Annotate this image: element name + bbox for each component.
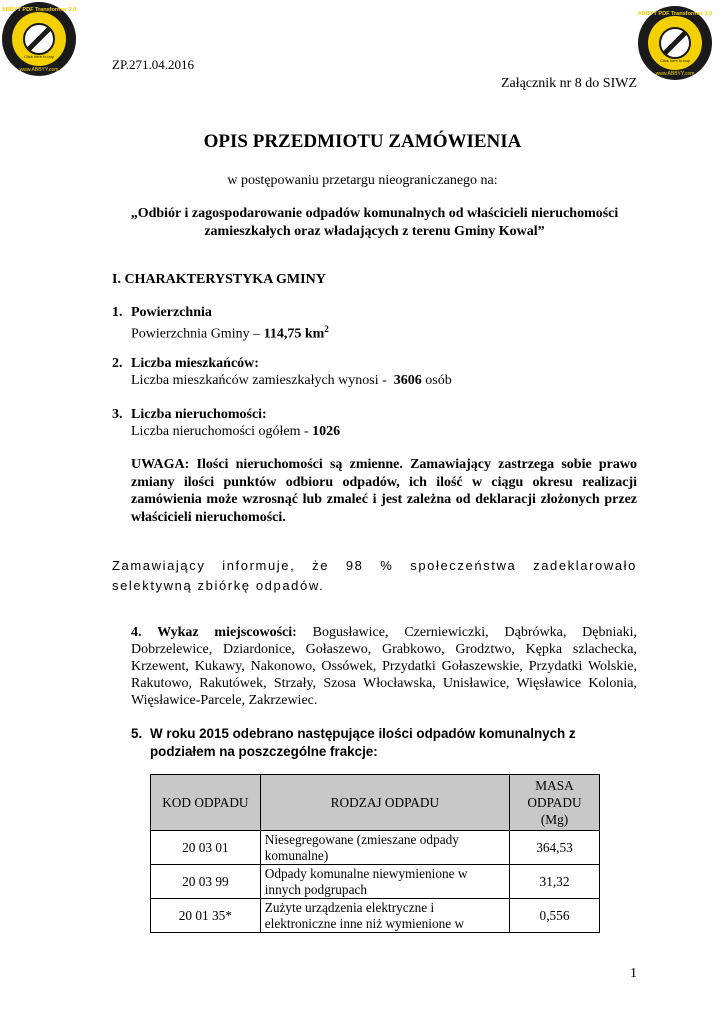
item-line xyxy=(131,321,329,343)
waste-2015-heading xyxy=(131,725,637,761)
table-row xyxy=(151,831,600,865)
document-subtitle: w postępowaniu przetargu nieograniczanego na: xyxy=(227,173,498,188)
badge-center-text: Click here to buy xyxy=(24,54,54,59)
item-heading: Liczba mieszkańców: xyxy=(131,356,259,371)
waste-mass: 0,556 xyxy=(510,899,600,933)
item-text: Powierzchnia Gminy – xyxy=(131,326,261,342)
badge-ring-text: ABBYY PDF Transformer 3.0 xyxy=(1,7,77,13)
tender-name-line1: „Odbiór i zagospodarowanie odpadów komunalnych od właścicieli nieruchomości xyxy=(130,206,619,221)
abbyy-badge-right[interactable] xyxy=(636,4,714,82)
localities-text: Bogusławice, Czerniewiczki, Dąbrówka, Dębniaki, Dobrzelewice, Dziardonice, Gołaszewo, Grabkowo, Grodztwo, Kępka szlachecka, Krzewent, Kukawy, Nakonowo, Ossówek, Przydatki Gołaszewskie, Przydatki Wolskie, Rakutowo, Rakutówek, Strzały, Szosa Włocławska, Unisławice, Więsławice Kolonia, Więsławice-Parcele, Zakrzewiec. xyxy=(131,625,637,708)
item-line xyxy=(131,423,340,440)
annex-label: Załącznik nr 8 do SIWZ xyxy=(500,76,637,91)
table-row xyxy=(151,899,600,933)
item-number: 5. xyxy=(131,726,143,741)
badge-center-text: Click here to buy xyxy=(660,58,690,63)
item-number: 1. xyxy=(112,305,123,320)
column-header: KOD ODPADU xyxy=(151,775,261,831)
section-heading: I. CHARAKTERYSTYKA GMINY xyxy=(112,272,326,287)
item-heading: Liczba nieruchomości: xyxy=(131,407,267,422)
badge-ring-text: ABBYY PDF Transformer 3.0 xyxy=(637,11,713,17)
item-number: 3. xyxy=(112,407,123,422)
item-value: 1026 xyxy=(312,424,341,439)
item-line xyxy=(131,372,452,389)
reference-number: ZP.271.04.2016 xyxy=(112,57,194,72)
localities-list xyxy=(131,624,637,709)
item-suffix: osób xyxy=(425,373,452,388)
waste-code: 20 03 01 xyxy=(151,831,261,865)
tender-name-line2: zamieszkałych oraz władających z terenu Gminy Kowal” xyxy=(204,224,545,239)
item-heading: Powierzchnia xyxy=(131,305,212,320)
item-unit-exponent: 2 xyxy=(324,324,329,334)
document-title: OPIS PRZEDMIOTU ZAMÓWIENIA xyxy=(203,131,522,152)
waste-type: Zużyte urządzenia elektryczne i elektroniczne inne niż wymienione w xyxy=(260,899,509,933)
item-text: Liczba nieruchomości ogółem - xyxy=(131,424,309,439)
tender-name xyxy=(112,205,637,241)
waste-type: Odpady komunalne niewymienione w innych podgrupach xyxy=(260,865,509,899)
item-text: Liczba mieszkańców zamieszkałych wynosi - xyxy=(131,373,387,388)
abbyy-badge-left[interactable] xyxy=(0,0,78,78)
column-header: MASA ODPADU (Mg) xyxy=(510,775,600,831)
item-value: 114,75 km xyxy=(263,326,325,342)
waste-table xyxy=(150,774,600,933)
waste-type: Niesegregowane (zmieszane odpady komunalne) xyxy=(260,831,509,865)
waste-code: 20 01 35* xyxy=(151,899,261,933)
waste-mass: 364,53 xyxy=(510,831,600,865)
page-number: 1 xyxy=(630,966,637,981)
waste-code: 20 03 99 xyxy=(151,865,261,899)
table-row xyxy=(151,865,600,899)
waste-2015-text: W roku 2015 odebrano następujące ilości odpadów komunalnych z podziałem na poszczególne frakcje: xyxy=(150,726,576,759)
selective-collection-info: Zamawiający informuje, że 98 % społeczeństwa zadeklarowało selektywną zbiórkę odpadów. xyxy=(112,558,637,593)
waste-mass: 31,32 xyxy=(510,865,600,899)
item-population xyxy=(112,355,637,389)
item-value: 3606 xyxy=(393,373,422,388)
badge-url-text: www.ABBYY.com xyxy=(19,67,59,73)
notice-paragraph: UWAGA: Ilości nieruchomości są zmienne. Zamawiający zastrzega sobie prawo zmiany ilości punktów odbioru odpadów, ich ilość w ciągu okresu realizacji zamówienia może wzrosnąć lub zmaleć i jest zależna od deklaracji złożonych przez właścicieli nieruchomości. xyxy=(131,457,637,525)
column-header: RODZAJ ODPADU xyxy=(260,775,509,831)
localities-label: 4. Wykaz miejscowości: xyxy=(131,625,297,640)
item-properties xyxy=(112,406,637,440)
item-number: 2. xyxy=(112,356,123,371)
item-area xyxy=(112,304,637,342)
badge-url-text: www.ABBYY.com xyxy=(655,71,695,77)
table-header-row xyxy=(151,775,600,831)
